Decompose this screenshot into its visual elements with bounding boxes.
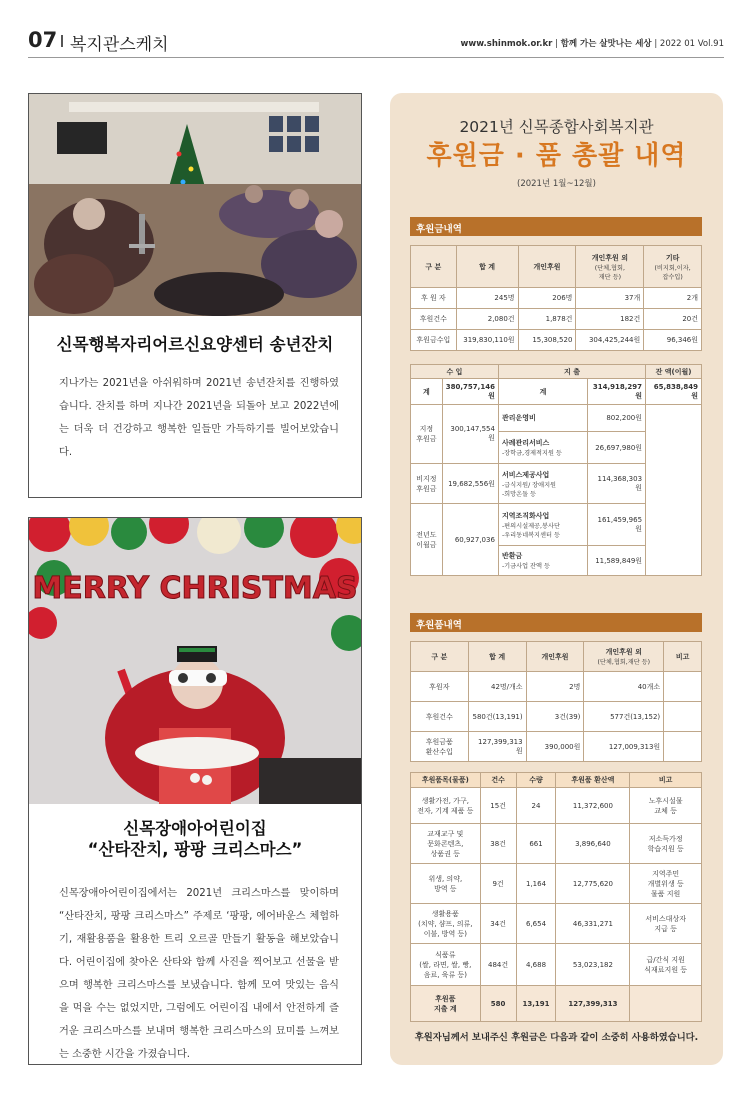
item-note: 교체 등	[654, 806, 677, 815]
cell: 182건	[576, 309, 644, 330]
group-label: 후원금	[416, 484, 437, 493]
panel-year-title: 2021년 신목종합사회복지관	[459, 118, 654, 136]
cell	[411, 464, 443, 504]
table-row	[411, 824, 702, 864]
th-etc-l2: (비지회,이자,	[654, 264, 691, 272]
cell: 42명/개소	[468, 672, 526, 702]
item-note: 서비스대상자	[645, 914, 686, 923]
total-label: 후원품	[435, 994, 456, 1003]
item-name: (치약, 샴프, 의류,	[418, 919, 473, 928]
cell: 38건	[480, 824, 516, 864]
item-name: 이불, 방역 등)	[423, 929, 467, 938]
cell	[411, 944, 481, 986]
story2-title-line2: “산타잔치, 팡팡 크리스마스”	[87, 840, 303, 860]
cell: 300,147,554원	[442, 405, 498, 464]
cell	[411, 405, 443, 464]
cell	[498, 464, 587, 504]
cell: 19,682,556원	[442, 464, 498, 504]
th-personal: 개인후원	[526, 642, 584, 672]
th-value: 후원품 환산액	[556, 773, 630, 788]
slogan: 함께 가는 살맛나는 세상	[560, 39, 652, 49]
item-name: (쌀, 라면, 쌀, 빵,	[419, 960, 472, 969]
th-nonpersonal-l1: 개인후원 외	[605, 648, 642, 656]
item-sub: -희망온돌 등	[501, 490, 537, 498]
item-sub: -우리동네복지센터 등	[501, 531, 560, 539]
cell: 319,830,110원	[456, 330, 518, 351]
cell: 484건	[480, 944, 516, 986]
section-title: 복지관스케치	[70, 35, 169, 55]
cell: 후원건수	[411, 702, 469, 732]
item-title: 반환금	[501, 552, 523, 560]
cell: 15건	[480, 788, 516, 824]
cell: 후원자	[411, 672, 469, 702]
cell: 1,878건	[518, 309, 576, 330]
cell	[630, 986, 702, 1022]
table-row	[411, 309, 702, 330]
cell	[411, 864, 481, 904]
th-nonpersonal-l2: (단체,협회,재단 등)	[597, 659, 651, 666]
cell	[411, 732, 469, 762]
cell: 관리운영비	[498, 405, 587, 432]
story2-title	[29, 818, 361, 861]
group-label: 비지정	[416, 474, 437, 483]
table-row-total	[411, 379, 702, 405]
cell	[664, 702, 702, 732]
th-balance: 잔 액(이월)	[646, 365, 702, 379]
cell: 304,425,244원	[576, 330, 644, 351]
th-nonpersonal	[576, 246, 644, 288]
cell: 96,346원	[644, 330, 702, 351]
cell: 37개	[576, 288, 644, 309]
th-category: 구 분	[411, 642, 469, 672]
cell: 9건	[480, 864, 516, 904]
cell: 11,372,600	[556, 788, 630, 824]
cell	[498, 432, 587, 464]
cell: 26,697,980원	[588, 432, 646, 464]
cell	[411, 824, 481, 864]
story2-title-line1: 신목장애아어린이집	[123, 819, 267, 838]
party-photo-illustration	[29, 94, 361, 316]
table-row	[411, 702, 702, 732]
cell: 46,331,271	[556, 904, 630, 944]
total-label: 지출 계	[433, 1004, 457, 1013]
table-row	[411, 330, 702, 351]
donation-summary-panel	[390, 93, 723, 1065]
goods-table	[410, 641, 702, 762]
cell: 11,589,849원	[588, 546, 646, 576]
cell: 계	[411, 379, 443, 405]
cell: 65,838,849원	[646, 379, 702, 405]
th-expense: 지 출	[498, 365, 645, 379]
item-name: 상품권 등	[430, 849, 460, 858]
item-note: 식재료지원 등	[644, 965, 688, 974]
cell: 60,927,036	[442, 504, 498, 576]
cell: 802,200원	[588, 405, 646, 432]
cell: 53,023,182	[556, 944, 630, 986]
item-title: 사례관리서비스	[501, 439, 550, 447]
cell	[411, 904, 481, 944]
item-note: 급/간식 지원	[646, 955, 685, 964]
th-etc	[644, 246, 702, 288]
cell	[630, 904, 702, 944]
row-label: 환산수입	[425, 747, 453, 756]
table-row	[411, 732, 702, 762]
donation-table	[410, 245, 702, 351]
story1-body: 지나가는 2021년을 아쉬워하며 2021년 송년잔치를 진행하였습니다. 잔치를 하며 지나간 2021년을 되돌아 보고 2022년에는 더욱 더 건강하고 행복한 일들만 가득하기를 빌어보았습니다.	[59, 378, 339, 458]
donation-section-bar: 후원금내역	[410, 217, 702, 236]
th-total: 합 계	[468, 642, 526, 672]
cell: 161,459,965원	[588, 504, 646, 546]
th-nonpersonal-l3: 재단 등)	[598, 273, 621, 281]
table-row	[411, 864, 702, 904]
th-note: 비고	[630, 773, 702, 788]
table-row	[411, 288, 702, 309]
item-name: 위생, 의약,	[428, 874, 463, 883]
cell: 127,009,313원	[584, 732, 664, 762]
item-sub: -기금사업 잔액 등	[501, 563, 550, 570]
cell-empty	[646, 405, 702, 576]
table-row	[411, 405, 702, 432]
cell: 15,308,520	[518, 330, 576, 351]
th-nonpersonal	[584, 642, 664, 672]
cell: 6,654	[516, 904, 556, 944]
merry-christmas-sign: MERRY CHRISTMAS	[32, 571, 358, 606]
item-name: 음료, 육류 등)	[423, 970, 467, 979]
cell: 계	[498, 379, 587, 405]
story2-body: 신목장애아어린이집에서는 2021년 크리스마스를 맞이하며 “산타잔치, 팡팡 크리스마스” 주제로 ‘팡팡, 에어바운스 체험하기, 재활용품을 활용한 트리 오르골 만들기 활동을 해보았습니다. 어린이집에 찾아온 산타와 함께 사진을 찍어보고 선물을 받으며 행복한 크리스마스를 보냈습니다. 함께 모여 맛있는 음식을 먹을 수는 없었지만, 그럼에도 어린이집 내에서 안전하게 즐거운 크리스마스를 보내며 행복한 크리스마스의 묘미를 느껴보는 소중한 시간을 가졌습니다.	[59, 888, 339, 1060]
header-divider	[61, 35, 63, 47]
cell: 13,191	[516, 986, 556, 1022]
item-name: 생활가전, 가구,	[421, 796, 469, 805]
th-qty: 수량	[516, 773, 556, 788]
table-row	[411, 788, 702, 824]
cell: 114,368,303원	[588, 464, 646, 504]
panel-period: (2021년 1월~12월)	[517, 179, 596, 189]
th-etc-l1: 기타	[665, 253, 680, 262]
th-income: 수 입	[411, 365, 499, 379]
group-label: 지정	[419, 425, 434, 433]
photo-year-end-party	[29, 94, 361, 316]
cell: 40개소	[584, 672, 664, 702]
cell: 577건(13,152)	[584, 702, 664, 732]
cell: 661	[516, 824, 556, 864]
th-etc-l3: 잡수입)	[662, 273, 683, 281]
cell: 2명	[526, 672, 584, 702]
th-nonpersonal-l2: (단체,협회,	[594, 264, 625, 272]
table-row-total	[411, 986, 702, 1022]
panel-main-title: 후원금 · 품 총괄 내역	[426, 141, 687, 171]
cell: 127,399,313	[556, 986, 630, 1022]
cell: 후원금수입	[411, 330, 457, 351]
group-label: 이월금	[416, 540, 437, 549]
cell: 24	[516, 788, 556, 824]
table-row	[411, 944, 702, 986]
th-personal: 개인후원	[518, 246, 576, 288]
table-row	[411, 904, 702, 944]
item-note: 지급 등	[654, 924, 677, 933]
item-title: 서비스제공사업	[501, 470, 550, 479]
cell: 3건(39)	[526, 702, 584, 732]
item-name: 교재교구 및	[427, 829, 464, 838]
item-note: 물품 지원	[651, 889, 681, 898]
page-header	[28, 26, 724, 58]
cell: 20건	[644, 309, 702, 330]
cell	[411, 788, 481, 824]
th-category: 구 분	[411, 246, 457, 288]
cell: 34건	[480, 904, 516, 944]
cell	[498, 546, 587, 576]
cell	[630, 864, 702, 904]
cell	[498, 504, 587, 546]
item-name: 방역 등	[434, 884, 457, 893]
page-number: 07	[28, 28, 58, 52]
cell: 후 원 자	[411, 288, 457, 309]
item-note: 노후시설물	[648, 796, 683, 805]
cell: 245명	[456, 288, 518, 309]
cell	[630, 944, 702, 986]
panel-footer-note: 후원자님께서 보내주신 후원금은 다음과 같이 소중히 사용하였습니다.	[414, 1032, 699, 1043]
site-url[interactable]: www.shinmok.or.kr	[460, 39, 553, 49]
item-sub: -장학금,경제적지원 등	[501, 450, 562, 457]
cell: 580	[480, 986, 516, 1022]
item-name: 문화콘텐츠,	[427, 839, 464, 848]
goods-section-bar: 후원품내역	[410, 613, 702, 632]
item-note: 개별위생 등	[647, 879, 684, 888]
item-note: 지역주민	[652, 869, 680, 878]
item-note: 학습지원 등	[647, 844, 684, 853]
cell	[630, 788, 702, 824]
income-expense-table	[410, 364, 702, 576]
cell: 1,164	[516, 864, 556, 904]
cell: 2,080건	[456, 309, 518, 330]
th-note: 비고	[664, 642, 702, 672]
item-note: 저소득가정	[648, 834, 683, 843]
cell: 314,918,297원	[588, 379, 646, 405]
group-label: 후원금	[416, 435, 437, 443]
cell	[411, 986, 481, 1022]
cell: 3,896,640	[556, 824, 630, 864]
cell: 206명	[518, 288, 576, 309]
group-label: 전년도	[416, 530, 437, 539]
cell	[664, 672, 702, 702]
item-name: 생활용품	[431, 909, 459, 918]
cell: 127,399,313원	[468, 732, 526, 762]
th-nonpersonal-l1: 개인후원 외	[591, 253, 628, 262]
item-name: 식품류	[435, 950, 456, 959]
issue: 2022 01 Vol.91	[659, 39, 724, 49]
cell: 580건(13,191)	[468, 702, 526, 732]
item-name: 전자, 기계 제품 등	[417, 806, 474, 815]
cell: 380,757,146원	[442, 379, 498, 405]
photo-christmas	[29, 518, 361, 804]
cell: 4,688	[516, 944, 556, 986]
cell: 후원건수	[411, 309, 457, 330]
header-right: www.shinmok.or.kr | 함께 가는 살맛나는 세상 | 2022 01 Vol.91	[460, 39, 724, 49]
item-sub: -급식지원/ 장애지원	[501, 481, 557, 489]
story1-title: 신목행복자리어르신요양센터 송년잔치	[56, 335, 334, 354]
cell	[630, 824, 702, 864]
story-card-year-end-party	[28, 93, 362, 498]
goods-items-table	[410, 772, 702, 1022]
table-row	[411, 672, 702, 702]
item-sub: -편의시설제공,봉사단	[501, 522, 560, 530]
cell: 390,000원	[526, 732, 584, 762]
story-card-christmas	[28, 517, 362, 1065]
item-title: 지역조직화사업	[501, 511, 550, 520]
cell: 12,775,620	[556, 864, 630, 904]
th-item: 후원품목(물품)	[411, 773, 481, 788]
row-label: 후원금품	[425, 737, 453, 746]
th-total: 합 계	[456, 246, 518, 288]
christmas-photo-illustration	[29, 518, 361, 804]
cell	[411, 504, 443, 576]
cell: 2개	[644, 288, 702, 309]
th-count: 건수	[480, 773, 516, 788]
cell	[664, 732, 702, 762]
